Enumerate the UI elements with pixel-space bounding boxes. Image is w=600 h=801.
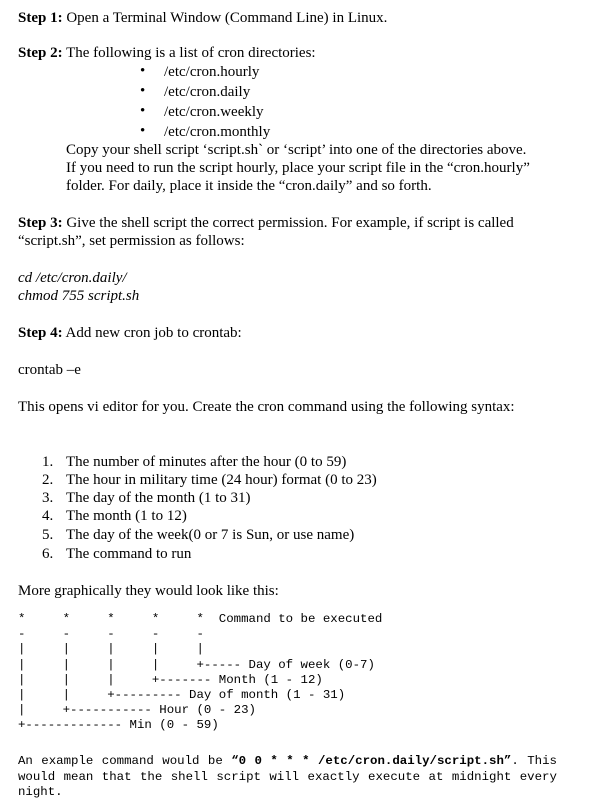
step-2-text: The following is a list of cron directories: [62, 45, 316, 61]
list-item: The month (1 to 12) [66, 508, 187, 524]
step-3 [18, 214, 514, 232]
diagram-line: - - - - - [18, 627, 204, 642]
paragraph-line: folder. For daily, place it inside the “cron.daily” and so forth. [66, 178, 432, 194]
list-item: The hour in military time (24 hour) format (0 to 23) [66, 472, 377, 488]
example-suffix: . This would mean that the shell script will exactly execute at midnight every night. [18, 754, 557, 799]
list-item: The number of minutes after the hour (0 to 59) [66, 454, 347, 470]
list-number: 5. [42, 527, 54, 543]
list-number: 1. [42, 454, 54, 470]
diagram-line: | +----------- Hour (0 - 23) [18, 703, 256, 718]
step-4-label: Step 4: [18, 325, 63, 341]
list-number: 4. [42, 508, 54, 524]
list-item: /etc/cron.hourly [164, 64, 260, 80]
diagram-line: +------------- Min (0 - 59) [18, 718, 219, 733]
list-number: 3. [42, 490, 54, 506]
example-paragraph [18, 754, 588, 801]
diagram-line: | | +--------- Day of month (1 - 31) [18, 688, 346, 703]
diagram-line: | | | +------- Month (1 - 12) [18, 672, 323, 687]
step-4 [18, 324, 242, 342]
step-1-text: Open a Terminal Window (Command Line) in Linux. [62, 10, 388, 26]
crontab-command: crontab –e [18, 362, 81, 378]
list-item: /etc/cron.monthly [164, 124, 271, 140]
graphic-intro: More graphically they would look like this: [18, 583, 279, 599]
example-prefix: An example command would be [18, 754, 232, 768]
step-2-label: Step 2: [18, 45, 63, 61]
step-1 [18, 9, 387, 27]
list-item: The day of the month (1 to 31) [66, 490, 251, 506]
editor-intro: This opens vi editor for you. Create the cron command using the following syntax: [18, 399, 515, 415]
diagram-line: | | | | | [18, 642, 204, 657]
step-4-text: Add new cron job to crontab: [62, 325, 242, 341]
cron-field-diagram [18, 612, 382, 734]
diagram-line: * * * * * Command to be executed [18, 612, 383, 626]
chmod-command: chmod 755 script.sh [18, 288, 140, 304]
cd-command: cd /etc/cron.daily/ [18, 270, 127, 286]
example-command: “0 0 * * * /etc/cron.daily/script.sh” [231, 754, 512, 768]
step-3-text-cont: “script.sh”, set permission as follows: [18, 233, 245, 249]
list-number: 2. [42, 472, 54, 488]
list-item: The day of the week(0 or 7 is Sun, or use name) [66, 527, 355, 543]
step-2 [18, 44, 316, 62]
list-item: /etc/cron.daily [164, 84, 251, 100]
paragraph-line: Copy your shell script ‘script.sh` or ‘script’ into one of the directories above. [66, 142, 527, 158]
list-number: 6. [42, 546, 54, 562]
step-3-text: Give the shell script the correct permission. For example, if script is called [62, 215, 514, 231]
list-item: /etc/cron.weekly [164, 104, 264, 120]
step-3-label: Step 3: [18, 215, 63, 231]
paragraph-line: If you need to run the script hourly, place your script file in the “cron.hourly” [66, 160, 530, 176]
list-item: The command to run [66, 546, 192, 562]
step-1-label: Step 1: [18, 10, 63, 26]
diagram-line: | | | | +----- Day of week (0-7) [18, 657, 375, 672]
